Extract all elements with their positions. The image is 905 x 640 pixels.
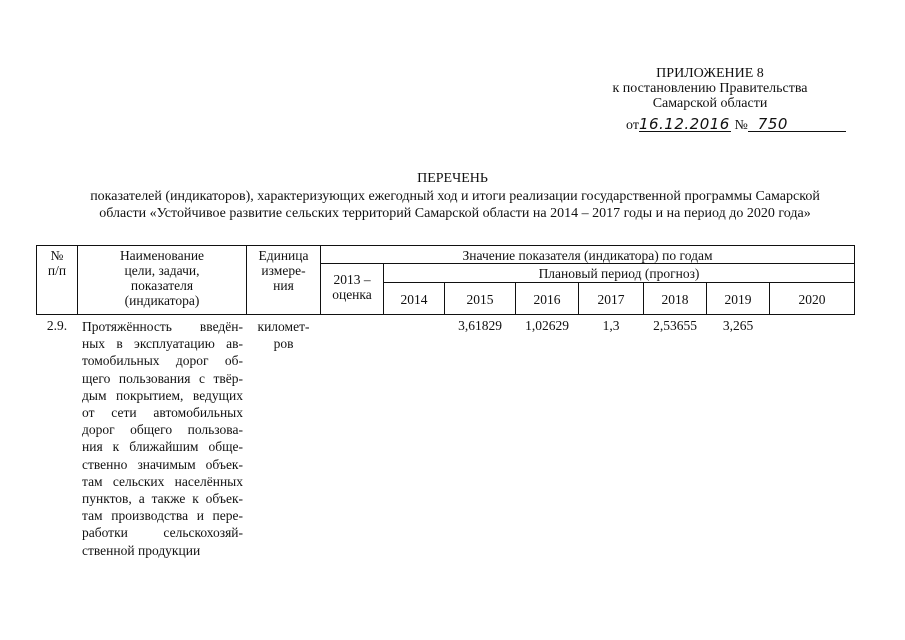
header-year-2014: 2014 xyxy=(400,292,428,307)
header-name-line-3: показателя xyxy=(130,278,194,293)
desc-line: работки сельскохозяй- xyxy=(82,525,243,541)
desc-line: Протяжённость введён- xyxy=(82,319,243,334)
value-2018: 2,53655 xyxy=(653,318,697,333)
grid-h-planned xyxy=(383,282,855,283)
header-name xyxy=(78,248,246,308)
header-year-2019: 2019 xyxy=(724,292,752,307)
header-values-by-year: Значение показателя (индикатора) по годам xyxy=(462,248,713,263)
header-name-line-1: Наименование xyxy=(119,248,205,263)
number-prefix: № xyxy=(734,118,748,133)
desc-line: ния к ближайшим обще- xyxy=(82,439,243,455)
header-unit-line-2: измере- xyxy=(261,263,306,278)
desc-line: томобильных дорог об- xyxy=(82,353,243,369)
desc-line: щего пользования с твёр- xyxy=(82,370,243,386)
desc-line: ственной продукции xyxy=(82,542,201,558)
header-year-2015: 2015 xyxy=(466,292,494,307)
row-description xyxy=(82,318,243,559)
grid-h-group xyxy=(320,263,855,264)
row-number: 2.9. xyxy=(46,318,68,333)
appendix-line-1: к постановлению Правительства xyxy=(612,81,808,96)
desc-line: там сельских населённых xyxy=(82,473,243,489)
header-year-2020: 2020 xyxy=(798,292,826,307)
desc-line: от сети автомобильных xyxy=(82,405,243,421)
header-name-line-2: цели, задачи, xyxy=(124,263,200,278)
row-unit-line-2: ров xyxy=(273,336,294,351)
header-unit-line-1: Единица xyxy=(258,248,309,263)
handwritten-date: 16.12.2016 xyxy=(638,115,730,133)
header-unit xyxy=(247,248,320,293)
header-number xyxy=(37,248,77,278)
desc-line: ственно значимым объек- xyxy=(82,456,243,472)
header-year-2018: 2018 xyxy=(661,292,689,307)
desc-line: дым покрытием, ведущих xyxy=(82,387,243,403)
document-title: ПЕРЕЧЕНЬ xyxy=(417,171,488,186)
grid-top xyxy=(36,245,855,246)
desc-line: там производства и пере- xyxy=(82,508,243,524)
value-2015: 3,61829 xyxy=(458,318,502,333)
appendix-line-2: Самарской области xyxy=(652,96,768,111)
header-number-line-1: № xyxy=(50,248,64,263)
value-2017: 1,3 xyxy=(602,318,620,333)
grid-header-bottom xyxy=(36,314,855,315)
value-2019: 3,265 xyxy=(722,318,754,333)
header-year-2016: 2016 xyxy=(533,292,561,307)
grid-v-right xyxy=(854,245,855,315)
header-estimate xyxy=(321,272,383,302)
appendix-title: ПРИЛОЖЕНИЕ 8 xyxy=(656,66,764,81)
header-estimate-line-2: оценка xyxy=(332,287,372,302)
subtitle-line-1: показателей (индикаторов), характеризующих ежегодный ход и итоги реализации государственной программы Самарской xyxy=(90,189,820,204)
header-planned-period: Плановый период (прогноз) xyxy=(538,266,700,281)
desc-line: дорог общего пользова- xyxy=(82,422,243,438)
header-estimate-line-1: 2013 – xyxy=(333,272,371,287)
desc-line: ных в эксплуатацию ав- xyxy=(82,336,243,352)
document-subtitle xyxy=(40,188,870,222)
handwritten-number: 750 xyxy=(748,117,846,132)
date-prefix: от xyxy=(626,118,639,133)
header-year-2017: 2017 xyxy=(597,292,625,307)
header-unit-line-3: ния xyxy=(273,278,294,293)
appendix-block xyxy=(560,66,860,111)
row-unit xyxy=(247,318,320,352)
value-2016: 1,02629 xyxy=(525,318,569,333)
appendix-date-line xyxy=(626,117,846,134)
row-unit-line-1: километ- xyxy=(257,319,310,334)
subtitle-line-2: области «Устойчивое развитие сельских территорий Самарской области на 2014 – 2017 годы и на период до 2020 года» xyxy=(99,206,811,221)
desc-line: пунктов, а также к объек- xyxy=(82,491,243,507)
header-name-line-4: (индикатора) xyxy=(124,293,200,308)
header-number-line-2: п/п xyxy=(47,263,67,278)
